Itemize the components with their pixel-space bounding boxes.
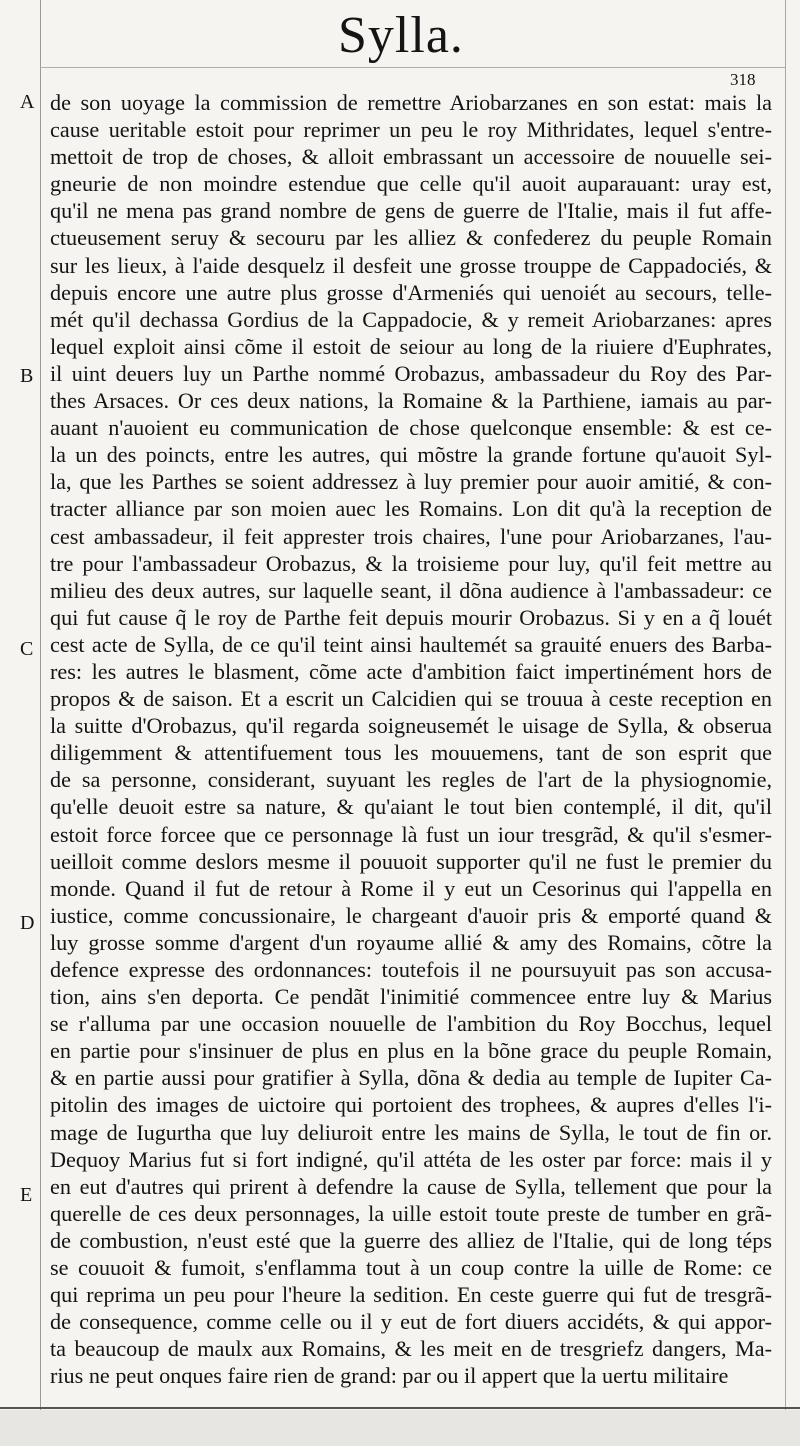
text-line: qui reprima un peu pour l'heure la sedition. En ceste guerre qui fut de tresgrã- [50,1282,772,1308]
text-line: qu'il ne mena pas grand nombre de gens de guerre de l'Italie, mais il fut affe- [50,198,772,224]
text-line: estoit force forcee que ce personnage là fust un iour tresgrãd, & qu'il s'esmer- [50,821,772,847]
text-line: ta beaucoup de maulx aux Romains, & les meit en de tresgriefz dangers, Ma- [50,1336,772,1362]
text-line: diligemment & attentifuement tous les mouuemens, tant de son esprit que [50,740,772,766]
text-line: & en partie aussi pour gratifier à Sylla, dõna & dedia au temple de Iupiter Ca- [50,1065,772,1091]
page-number: 318 [730,70,756,89]
margin-letter-b: B [20,365,34,387]
text-line: sur les lieux, à l'aide desquelz il desfeit une grosse trouppe de Cappadociés, & [50,252,772,278]
text-line: res: les autres le blasment, cõme acte d'ambition faict impertinément hors de [50,658,772,684]
text-line: milieu des deux autres, sur laquelle seant, il dõna audience à l'ambassadeur: ce [50,577,772,603]
text-line: auant n'auoient eu communication de chose quelconque ensemble: & est ce- [50,415,772,441]
margin-letter-a: A [20,91,35,113]
text-line: de son uoyage la commission de remettre Ariobarzanes en son estat: mais la [50,90,772,115]
text-line: propos & de saison. Et a escrit un Calcidien qui se trouua à ceste reception en [50,686,772,712]
text-line: mage de Iugurtha que luy deliuroit entre les mains de Sylla, le tout de fin or. [50,1119,772,1145]
text-line: gneurie de non moindre estendue que celle qu'il auoit auparauant: uray est, [50,171,772,197]
text-line: iustice, comme concussionaire, le chargeant d'auoir pris & emporté quand & [50,902,772,928]
text-line: mettoit de trop de choses, & alloit embrassant un accessoire de nouuelle sei- [50,144,772,170]
left-border-rule [40,0,41,1410]
header-rule [40,67,785,68]
text-line: cest acte de Sylla, de ce qu'il teint ainsi haultemét sa grauité enuers des Barba- [50,631,772,657]
text-line: tion, ains s'en deporta. Ce pendãt l'inimitié commencee entre luy & Marius [50,984,772,1010]
text-line: la un des poincts, entre les autres, qui mõstre la grande fortune qu'auoit Syl- [50,442,772,468]
text-line: mét qu'il dechassa Gordius de la Cappadocie, & y remeit Ariobarzanes: apres [50,306,772,332]
text-line: la suitte d'Orobazus, qu'il regarda soigneusemét le uisage de Sylla, & obserua [50,713,772,739]
text-line: Dequoy Marius fut si fort indigné, qu'il attéta de les oster par force: mais il y [50,1146,772,1172]
text-line: cest ambassadeur, il feit apprester trois chaires, l'une pour Ariobarzanes, l'au- [50,523,772,549]
text-line: querelle de ces deux personnages, la uille estoit toute preste de tumber en grã- [50,1200,772,1226]
margin-letter-e: E [20,1184,33,1206]
text-line: se r'alluma par une occasion nouuelle de l'ambition du Roy Bocchus, lequel [50,1011,772,1037]
text-line: se couuoit & fumoit, s'enflamma tout à un coup contre la uille de Rome: ce [50,1255,772,1281]
text-line: defence expresse des ordonnances: toutefois il ne poursuyuit pas son accusa- [50,957,772,982]
text-line: rius ne peut onques faire rien de grand: par ou il appert que la uertu militaire [50,1363,729,1389]
text-line: lequel exploit ainsi cõme il estoit de seiour au long de la riuiere d'Euphrates, [50,333,772,359]
margin-letter-c: C [20,638,34,660]
right-border-rule [785,0,786,1410]
text-line: depuis encore une autre plus grosse d'Armeniés qui uenoiét au secours, telle- [50,279,772,305]
text-line: en partie pour s'insinuer de plus en plus en la bõne grace du peuple Romain, [50,1038,772,1064]
text-line: de sa personne, considerant, suyuant les regles de l'art de la physiognomie, [50,767,772,793]
text-line: la, que les Parthes se soient addressez à luy premier pour auoir amitié, & con- [50,469,772,495]
text-line: tracter alliance par son moien auec les Romains. Lon dit qu'à la reception de [50,496,772,522]
running-head-title: Sylla. [338,7,464,64]
text-line: de combustion, n'eust esté que la guerre des alliez de l'Italie, qui de long téps [50,1227,772,1253]
text-line: pitolin des images de uictoire qui portoient des trophees, & aupres d'elles l'i- [50,1092,772,1118]
text-line: monde. Quand il fut de retour à Rome il y eut un Cesorinus qui l'appella en [50,875,772,901]
text-line: il uint deuers luy un Parthe nommé Orobazus, ambassadeur du Roy des Par- [50,360,772,386]
text-line: ueilloit comme deslors mesme il pouuoit supporter qu'il ne fust le premier du [50,848,772,874]
text-line: qui fut cause q̃ le roy de Parthe feit depuis mourir Orobazus. Si y en a q̃ louét [50,604,772,630]
text-line: de consequence, comme celle ou il y eut de fort diuers accidéts, & qui appor- [50,1309,772,1335]
text-line: luy grosse somme d'argent d'un royaume allié & amy des Romains, cõtre la [50,929,772,955]
text-line: qu'elle deuoit estre sa nature, & qu'aiant le tout bien contemplé, il dit, qu'il [50,794,772,820]
text-line: cause ueritable estoit pour reprimer un peu le roy Mithridates, lequel s'entre- [50,117,772,143]
text-line: en eut d'autres qui prirent à defendre la cause de Sylla, tellement que pour la [50,1173,772,1199]
body-text [50,89,772,1390]
text-line: ctueusement seruy & secouru par les alliez & confederez du peuple Romain [50,225,772,251]
margin-letter-d: D [20,912,35,934]
text-line: tre pour l'ambassadeur Orobazus, & la troisieme pour luy, qu'il feit mettre au [50,550,772,576]
text-line: thes Arsaces. Or ces deux nations, la Romaine & la Parthiene, iamais au par- [50,388,772,414]
bottom-rule [0,1407,800,1409]
bottom-margin [0,1410,800,1446]
